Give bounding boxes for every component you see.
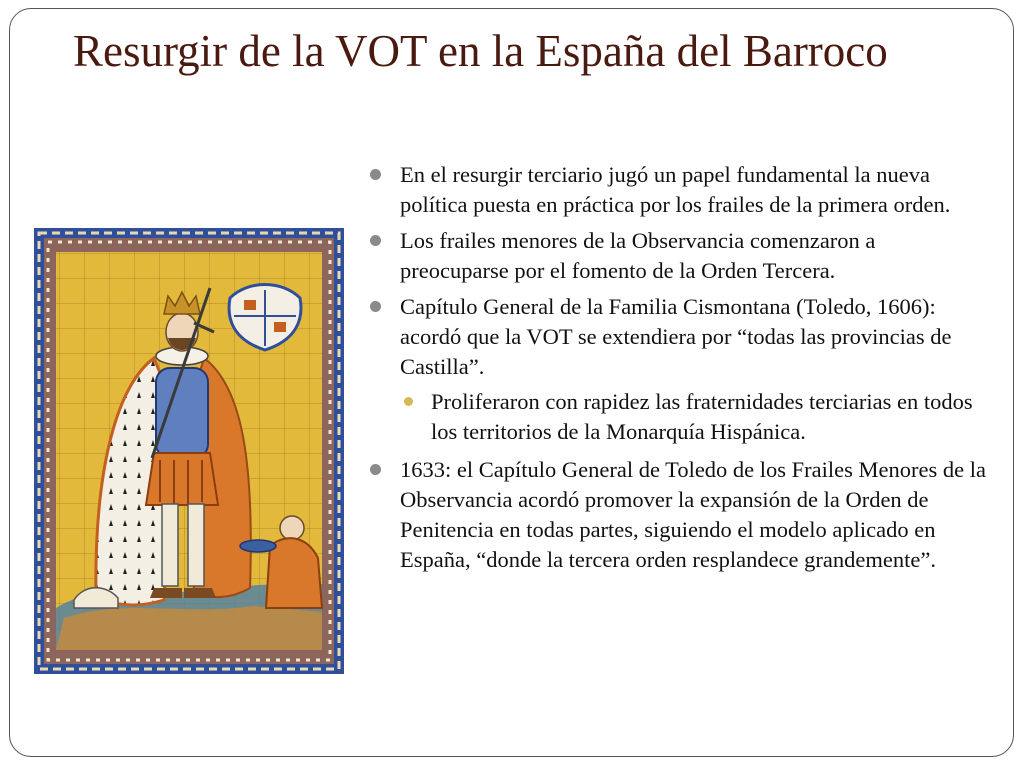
bullet-item: Capítulo General de la Familia Cismontana (Toledo, 1606): acordó que la VOT se extendiera por “todas las provincias de Castilla”. [366, 292, 986, 382]
slide-title: Resurgir de la VOT en la España del Barroco [73, 26, 888, 76]
azulejo-king-image [34, 228, 344, 674]
bullet-item: 1633: el Capítulo General de Toledo de los Frailes Menores de la Observancia acordó promover la expansión de la Orden de Penitencia en todas partes, siguiendo el modelo aplicado en España, “donde la tercera orden resplandece grandemente”. [366, 455, 986, 575]
bullet-item: En el resurgir terciario jugó un papel fundamental la nueva política puesta en práctica por los frailes de la primera orden. [366, 160, 986, 220]
bullet-list [366, 160, 986, 581]
sub-bullet-item: Proliferaron con rapidez las fraternidades terciarias en todos los territorios de la Monarquía Hispánica. [366, 387, 986, 447]
bullet-item: Los frailes menores de la Observancia comenzaron a preocuparse por el fomento de la Orden Tercera. [366, 226, 986, 286]
